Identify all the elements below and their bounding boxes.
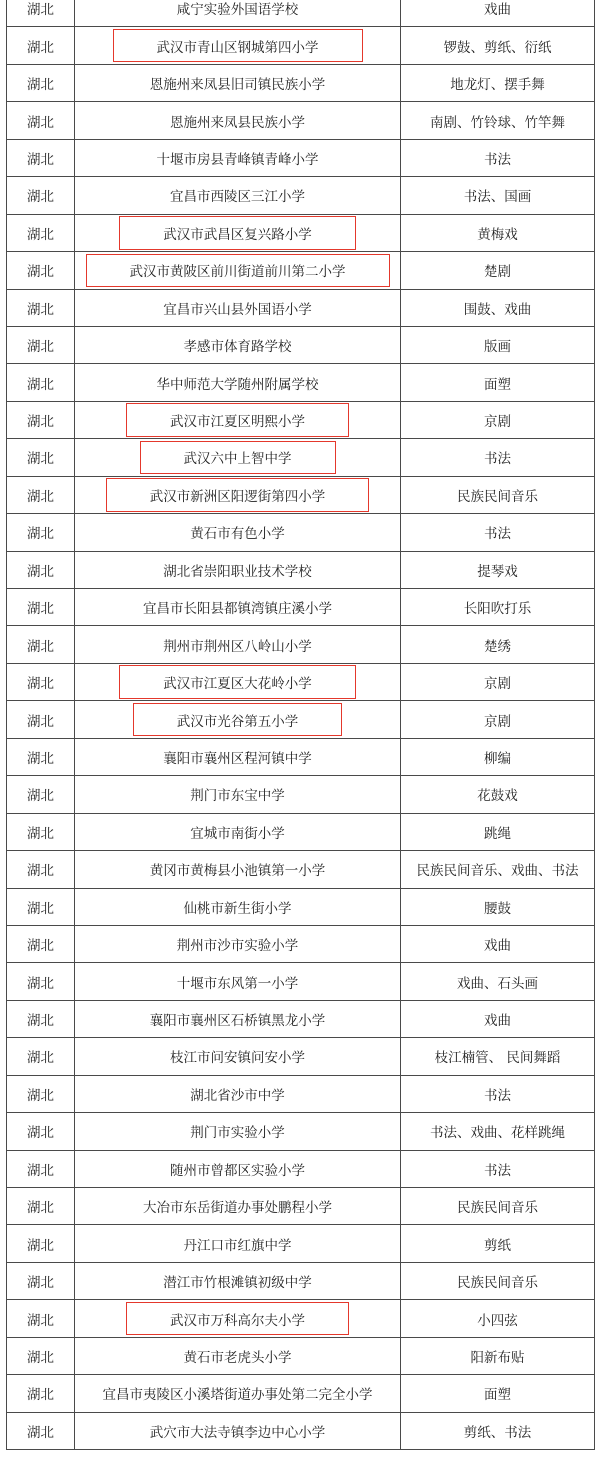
project-cell: 民族民间音乐 (401, 1262, 595, 1299)
school-name-cell: 湖北省沙市中学 (75, 1075, 401, 1112)
school-name-cell: 湖北省崇阳职业技术学校 (75, 551, 401, 588)
project-cell: 小四弦 (401, 1300, 595, 1337)
table-row (7, 1188, 595, 1225)
project-cell: 京剧 (401, 401, 595, 438)
school-name-cell: 华中师范大学随州附属学校 (75, 364, 401, 401)
table-row (7, 139, 595, 176)
school-name-cell: 武汉市青山区钢城第四小学 (75, 27, 401, 64)
province-cell: 湖北 (7, 589, 75, 626)
table-row (7, 252, 595, 289)
table-row (7, 64, 595, 101)
school-name-cell: 恩施州来凤县旧司镇民族小学 (75, 64, 401, 101)
school-name-cell: 武汉市江夏区大花岭小学 (75, 663, 401, 700)
province-cell: 湖北 (7, 851, 75, 888)
province-cell: 湖北 (7, 64, 75, 101)
table-row (7, 776, 595, 813)
project-cell: 阳新布贴 (401, 1337, 595, 1374)
province-cell: 湖北 (7, 813, 75, 850)
table-row (7, 701, 595, 738)
province-cell: 湖北 (7, 439, 75, 476)
province-cell: 湖北 (7, 214, 75, 251)
project-cell: 花鼓戏 (401, 776, 595, 813)
school-name-cell: 黄石市有色小学 (75, 514, 401, 551)
province-cell: 湖北 (7, 925, 75, 962)
table-row (7, 1075, 595, 1112)
province-cell: 湖北 (7, 1300, 75, 1337)
school-name-cell: 宜城市南街小学 (75, 813, 401, 850)
school-name-cell: 丹江口市红旗中学 (75, 1225, 401, 1262)
project-cell: 跳绳 (401, 813, 595, 850)
table-row (7, 888, 595, 925)
school-name-cell: 宜昌市西陵区三江小学 (75, 177, 401, 214)
province-cell: 湖北 (7, 1225, 75, 1262)
province-cell: 湖北 (7, 1262, 75, 1299)
project-cell: 地龙灯、摆手舞 (401, 64, 595, 101)
school-name-cell: 宜昌市兴山县外国语小学 (75, 289, 401, 326)
project-cell: 民族民间音乐 (401, 1188, 595, 1225)
school-name-cell: 黄冈市黄梅县小池镇第一小学 (75, 851, 401, 888)
project-cell: 楚剧 (401, 252, 595, 289)
school-name-cell: 武汉市江夏区明熙小学 (75, 401, 401, 438)
project-cell: 书法、国画 (401, 177, 595, 214)
province-cell: 湖北 (7, 364, 75, 401)
table-row (7, 1337, 595, 1374)
province-cell: 湖北 (7, 551, 75, 588)
school-name-cell: 咸宁实验外国语学校 (75, 0, 401, 27)
school-name-cell: 武汉市万科高尔夫小学 (75, 1300, 401, 1337)
project-cell: 书法、戏曲、花样跳绳 (401, 1113, 595, 1150)
table-row (7, 0, 595, 27)
school-name-cell: 荆门市东宝中学 (75, 776, 401, 813)
province-cell: 湖北 (7, 1038, 75, 1075)
school-name-cell: 宜昌市夷陵区小溪塔街道办事处第二完全小学 (75, 1375, 401, 1412)
project-cell: 版画 (401, 326, 595, 363)
table-row (7, 177, 595, 214)
project-cell: 书法 (401, 439, 595, 476)
table-row (7, 663, 595, 700)
table-row (7, 589, 595, 626)
table-row (7, 1375, 595, 1412)
province-cell: 湖北 (7, 289, 75, 326)
table-row (7, 476, 595, 513)
table-row (7, 963, 595, 1000)
project-cell: 京剧 (401, 701, 595, 738)
table-row (7, 1150, 595, 1187)
project-cell: 剪纸 (401, 1225, 595, 1262)
table-row (7, 439, 595, 476)
province-cell: 湖北 (7, 1337, 75, 1374)
province-cell: 湖北 (7, 738, 75, 775)
school-table (6, 0, 595, 1450)
project-cell: 书法 (401, 514, 595, 551)
table-row (7, 626, 595, 663)
school-name-cell: 孝感市体育路学校 (75, 326, 401, 363)
province-cell: 湖北 (7, 1113, 75, 1150)
project-cell: 剪纸、书法 (401, 1412, 595, 1449)
table-row (7, 1000, 595, 1037)
project-cell: 书法 (401, 139, 595, 176)
school-name-cell: 宜昌市长阳县都镇湾镇庄溪小学 (75, 589, 401, 626)
province-cell: 湖北 (7, 139, 75, 176)
table-row (7, 738, 595, 775)
table-row (7, 1262, 595, 1299)
project-cell: 书法 (401, 1075, 595, 1112)
school-name-cell: 荆州市沙市实验小学 (75, 925, 401, 962)
province-cell: 湖北 (7, 1412, 75, 1449)
table-row (7, 102, 595, 139)
table-row (7, 289, 595, 326)
school-name-cell: 武汉市光谷第五小学 (75, 701, 401, 738)
province-cell: 湖北 (7, 27, 75, 64)
school-name-cell: 大冶市东岳街道办事处鹏程小学 (75, 1188, 401, 1225)
project-cell: 民族民间音乐、戏曲、书法 (401, 851, 595, 888)
province-cell: 湖北 (7, 963, 75, 1000)
school-name-cell: 武汉市新洲区阳逻街第四小学 (75, 476, 401, 513)
province-cell: 湖北 (7, 776, 75, 813)
table-row (7, 1225, 595, 1262)
school-name-cell: 十堰市房县青峰镇青峰小学 (75, 139, 401, 176)
project-cell: 锣鼓、剪纸、衍纸 (401, 27, 595, 64)
table-row (7, 1113, 595, 1150)
project-cell: 戏曲 (401, 1000, 595, 1037)
school-name-cell: 仙桃市新生街小学 (75, 888, 401, 925)
project-cell: 戏曲、石头画 (401, 963, 595, 1000)
school-name-cell: 恩施州来凤县民族小学 (75, 102, 401, 139)
province-cell: 湖北 (7, 177, 75, 214)
table-row (7, 27, 595, 64)
province-cell: 湖北 (7, 401, 75, 438)
school-name-cell: 襄阳市襄州区程河镇中学 (75, 738, 401, 775)
province-cell: 湖北 (7, 252, 75, 289)
school-name-cell: 襄阳市襄州区石桥镇黑龙小学 (75, 1000, 401, 1037)
school-name-cell: 武汉市黄陂区前川街道前川第二小学 (75, 252, 401, 289)
school-name-cell: 枝江市问安镇问安小学 (75, 1038, 401, 1075)
table-row (7, 364, 595, 401)
project-cell: 黄梅戏 (401, 214, 595, 251)
province-cell: 湖北 (7, 326, 75, 363)
province-cell: 湖北 (7, 476, 75, 513)
project-cell: 戏曲 (401, 0, 595, 27)
project-cell: 长阳吹打乐 (401, 589, 595, 626)
project-cell: 腰鼓 (401, 888, 595, 925)
project-cell: 书法 (401, 1150, 595, 1187)
school-name-cell: 潜江市竹根滩镇初级中学 (75, 1262, 401, 1299)
province-cell: 湖北 (7, 1375, 75, 1412)
table-row (7, 1300, 595, 1337)
school-name-cell: 武汉市武昌区复兴路小学 (75, 214, 401, 251)
table-row (7, 1038, 595, 1075)
school-name-cell: 随州市曾都区实验小学 (75, 1150, 401, 1187)
province-cell: 湖北 (7, 701, 75, 738)
table-body (7, 0, 595, 1450)
table-row (7, 514, 595, 551)
province-cell: 湖北 (7, 626, 75, 663)
project-cell: 面塑 (401, 1375, 595, 1412)
table-row (7, 813, 595, 850)
province-cell: 湖北 (7, 1075, 75, 1112)
school-name-cell: 荆门市实验小学 (75, 1113, 401, 1150)
province-cell: 湖北 (7, 514, 75, 551)
province-cell: 湖北 (7, 1150, 75, 1187)
province-cell: 湖北 (7, 102, 75, 139)
school-name-cell: 武汉六中上智中学 (75, 439, 401, 476)
province-cell: 湖北 (7, 888, 75, 925)
school-name-cell: 黄石市老虎头小学 (75, 1337, 401, 1374)
school-name-cell: 十堰市东风第一小学 (75, 963, 401, 1000)
province-cell: 湖北 (7, 663, 75, 700)
table-row (7, 925, 595, 962)
table-row (7, 326, 595, 363)
project-cell: 柳编 (401, 738, 595, 775)
table-row (7, 851, 595, 888)
province-cell: 湖北 (7, 1000, 75, 1037)
project-cell: 枝江楠管、 民间舞蹈 (401, 1038, 595, 1075)
table-row (7, 214, 595, 251)
project-cell: 提琴戏 (401, 551, 595, 588)
project-cell: 面塑 (401, 364, 595, 401)
table-row (7, 1412, 595, 1449)
project-cell: 民族民间音乐 (401, 476, 595, 513)
school-name-cell: 武穴市大法寺镇李边中心小学 (75, 1412, 401, 1449)
project-cell: 南剧、竹铃球、竹竿舞 (401, 102, 595, 139)
province-cell: 湖北 (7, 0, 75, 27)
school-name-cell: 荆州市荆州区八岭山小学 (75, 626, 401, 663)
project-cell: 京剧 (401, 663, 595, 700)
province-cell: 湖北 (7, 1188, 75, 1225)
table-row (7, 551, 595, 588)
project-cell: 戏曲 (401, 925, 595, 962)
project-cell: 围鼓、戏曲 (401, 289, 595, 326)
table-row (7, 401, 595, 438)
project-cell: 楚绣 (401, 626, 595, 663)
